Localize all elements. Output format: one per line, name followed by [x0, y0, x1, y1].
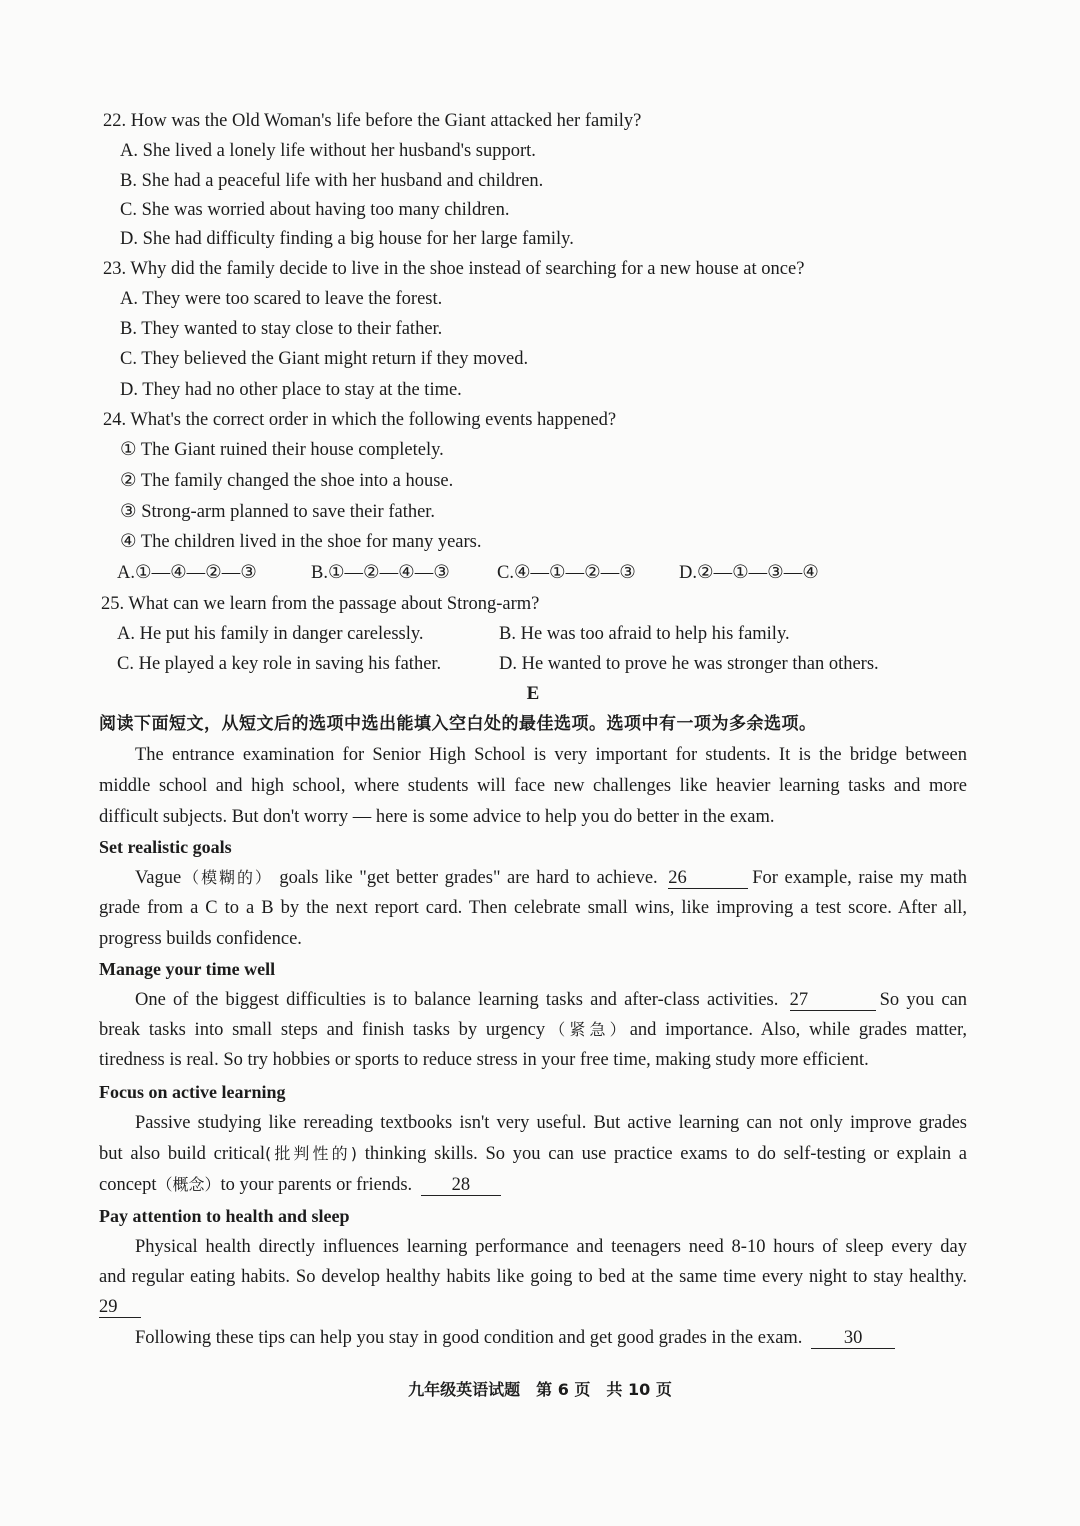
blank-27[interactable]: 27	[790, 991, 876, 1011]
active-line-3	[99, 1174, 505, 1196]
time-text: and importance. Also, while grades matter,	[629, 1020, 967, 1040]
question-23-option-a: A. They were too scared to leave the forest.	[120, 289, 443, 309]
chinese-gloss: （紧急）	[545, 1020, 630, 1039]
goals-line-3: progress builds confidence.	[99, 929, 302, 949]
blank-26[interactable]: 26	[668, 869, 748, 889]
time-text: So you can	[879, 990, 968, 1010]
intro-line-1: The entrance examination for Senior High School is very important for students. It is the bridge between	[135, 745, 967, 765]
question-25-option-b: B. He was too afraid to help his family.	[499, 624, 790, 644]
time-line-2	[99, 1019, 967, 1041]
choice-label: D.	[679, 563, 697, 583]
question-24-choice-d	[679, 562, 819, 584]
time-text: One of the biggest difficulties is to balance learning tasks and after-class activities.	[135, 990, 779, 1010]
time-line-3: tiredness is real. So try hobbies or sports to reduce stress in your free time, making study more efficient.	[99, 1050, 869, 1070]
intro-line-2: middle school and high school, where students will face new challenges like heavier learning tasks and more	[99, 776, 967, 796]
choice-label: C.	[497, 563, 514, 583]
goals-text: Vague	[135, 868, 182, 888]
blank-29[interactable]: 29	[99, 1298, 141, 1318]
question-24-event-1: ① The Giant ruined their house completely.	[120, 440, 444, 460]
chinese-gloss: （概念）	[156, 1175, 221, 1194]
choice-sequence: ②—①—③—④	[697, 563, 819, 583]
heading-set-realistic-goals: Set realistic goals	[99, 837, 232, 857]
health-line-2: and regular eating habits. So develop healthy habits like going to bed at the same time every night to stay healthy.	[99, 1267, 967, 1287]
intro-line-3: difficult subjects. But don't worry — here is some advice to help you do better in the exam.	[99, 807, 775, 827]
question-25-stem: 25. What can we learn from the passage about Strong-arm?	[101, 594, 540, 614]
question-25-option-d: D. He wanted to prove he was stronger than others.	[499, 654, 879, 674]
heading-health-sleep: Pay attention to health and sleep	[99, 1206, 350, 1226]
time-text: break tasks into small steps and finish tasks by urgency	[99, 1020, 546, 1040]
health-line-3	[99, 1296, 141, 1318]
page-footer: 九年级英语试题 第 6 页 共 10 页	[408, 1380, 672, 1399]
active-text: concept	[99, 1175, 157, 1195]
closing-line	[135, 1327, 899, 1349]
question-23-option-d: D. They had no other place to stay at the time.	[120, 380, 462, 400]
question-22-option-c: C. She was worried about having too many children.	[120, 200, 510, 220]
active-text: thinking skills. So you can use practice exams to do self-testing or explain a	[364, 1144, 968, 1164]
chinese-gloss: (批判性的)	[265, 1144, 357, 1163]
blank-30[interactable]: 30	[811, 1329, 895, 1349]
active-line-2	[99, 1143, 967, 1165]
question-24-choice-a	[117, 562, 257, 584]
question-24-stem: 24. What's the correct order in which the following events happened?	[103, 410, 617, 430]
goals-line-2: grade from a C to a B by the next report card. Then celebrate small wins, like improving a test score. After all,	[99, 898, 967, 918]
section-e-title: E	[526, 683, 540, 704]
question-22-option-b: B. She had a peaceful life with her husband and children.	[120, 171, 544, 191]
question-22-option-d: D. She had difficulty finding a big house for her large family.	[120, 229, 574, 249]
question-23-option-c: C. They believed the Giant might return if they moved.	[120, 349, 529, 369]
question-24-event-3: ③ Strong-arm planned to save their father.	[120, 502, 436, 522]
question-23-stem: 23. Why did the family decide to live in the shoe instead of searching for a new house at once?	[103, 259, 805, 279]
question-22-stem: 22. How was the Old Woman's life before the Giant attacked her family?	[103, 111, 642, 131]
choice-label: A.	[117, 563, 135, 583]
question-24-choice-c	[497, 562, 636, 584]
choice-sequence: ①—④—②—③	[135, 563, 257, 583]
choice-label: B.	[311, 563, 328, 583]
active-line-1: Passive studying like rereading textbooks isn't very useful. But active learning can not only improve grades	[135, 1113, 967, 1133]
goals-line-1	[135, 867, 967, 889]
heading-active-learning: Focus on active learning	[99, 1082, 286, 1102]
question-25-option-a: A. He put his family in danger carelessly.	[117, 624, 424, 644]
chinese-gloss: （模糊的）	[181, 868, 273, 887]
time-line-1	[135, 989, 967, 1011]
question-23-option-b: B. They wanted to stay close to their father.	[120, 319, 443, 339]
question-25-option-c: C. He played a key role in saving his father.	[117, 654, 442, 674]
question-24-choice-b	[311, 562, 450, 584]
health-line-1: Physical health directly influences learning performance and teenagers need 8-10 hours of sleep every day	[135, 1237, 967, 1257]
goals-text: For example, raise my math	[752, 868, 968, 888]
choice-sequence: ④—①—②—③	[513, 563, 636, 583]
question-24-event-4: ④ The children lived in the shoe for many years.	[120, 532, 482, 552]
section-e-instruction: 阅读下面短文，从短文后的选项中选出能填入空白处的最佳选项。选项中有一项为多余选项。	[99, 714, 817, 734]
blank-28[interactable]: 28	[421, 1176, 501, 1196]
closing-text: Following these tips can help you stay in good condition and get good grades in the exam.	[135, 1328, 803, 1348]
question-22-option-a: A. She lived a lonely life without her husband's support.	[120, 141, 536, 161]
active-text: to your parents or friends.	[220, 1175, 413, 1195]
heading-manage-time: Manage your time well	[99, 959, 276, 979]
active-text: but also build critical	[99, 1144, 265, 1164]
question-24-event-2: ② The family changed the shoe into a house.	[120, 471, 454, 491]
choice-sequence: ①—②—④—③	[327, 563, 450, 583]
goals-text: goals like "get better grades" are hard to achieve.	[279, 868, 658, 888]
